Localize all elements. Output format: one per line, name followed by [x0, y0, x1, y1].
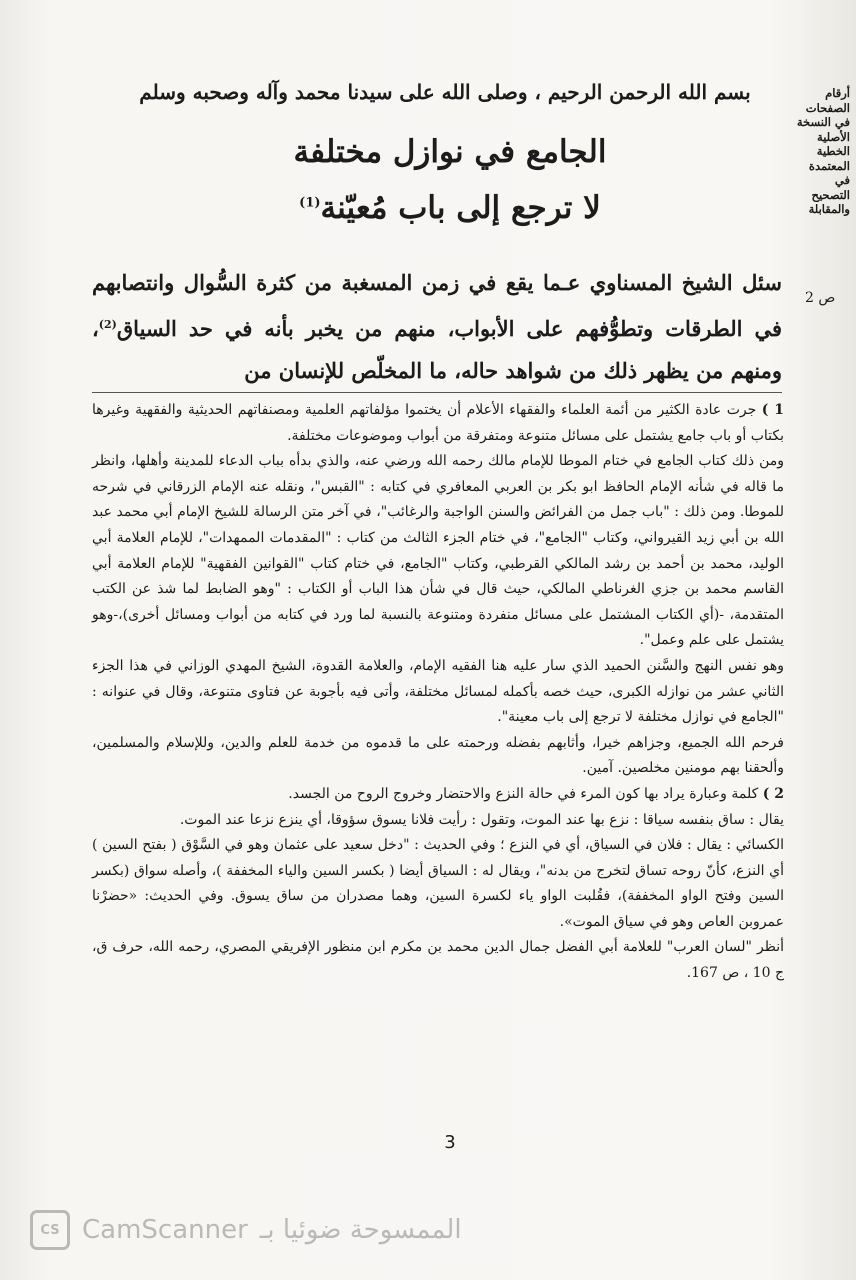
footnote-mark-1: (1)	[299, 195, 321, 211]
footnote-1-para-3: وهو نفس النهج والسَّنن الحميد الذي سار عليه هنا الفقيه الإمام، والعلامة القدوة، الشيخ المهدي الوزاني في هذا الجزء الثاني عشر من نوازله الكبرى، حيث خصه بأكمله لمسائل مختلفة، وأتى فيه بأجوبة عن فتاوى متنوعة، وقال في عنوانه : "الجامع في نوازل مختلفة لا ترجع إلى باب معينة".	[92, 657, 784, 726]
margin-page-ref: ص 2	[805, 290, 836, 306]
footnote-2-para-4: أنظر "لسان العرب" للعلامة أبي الفضل جمال الدين محمد بن مكرم ابن منظور الإفريقي المصري، رحمه الله، حرف ق، ج 10 ، ص 167.	[92, 939, 784, 982]
camscanner-logo-icon: CS	[30, 1210, 70, 1250]
page-number: 3	[444, 1132, 456, 1153]
footnote-2-para-1	[92, 782, 784, 808]
footnote-2-text: كلمة وعبارة يراد بها كون المرء في حالة النزع والاحتضار وخروج الروح من الجسد.	[288, 785, 759, 802]
page-title: الجامع في نوازل مختلفة	[293, 134, 607, 170]
footnote-2-number: 2 )	[762, 785, 784, 802]
footnote-mark-2: (2)	[98, 318, 117, 331]
footnote-divider	[92, 392, 782, 393]
footnote-1-para-2: ومن ذلك كتاب الجامع في ختام الموطا للإمام مالك رحمه الله ورضي عنه، والذي بدأه بباب الدعاء للمدينة وأهلها، وانظر ما قاله في شأنه الإمام الحافظ ابو بكر بن العربي المعافري في كتابه : "القبس"، ونقله عنه الإمام الزرقاني في شرحه للموطا. ومن ذلك : "باب جمل من الفرائض والسنن الواجبة والرغائب"، في آخر متن الرسالة للشيخ الإمام أبي محمد عبد الله بن أبي زيد القيرواني، وكتاب "الجامع"، في ختام الجزء الثالث من كتاب : "المقدمات الممهدات"، للإمام العلامة أبي الوليد، محمد بن أحمد بن رشد المالكي القرطبي، وكتاب "الجامع، في ختام كتاب "القوانين الفقهية" للإمام العلامة أبي القاسم محمد بن جزي الغرناطي المالكي، حيث قال في شأن هذا الباب أو الكتاب : "وهو الضابط لما شذ عن الكتب المتقدمة، -(أي الكتاب المشتمل على مسائل منفردة ومتنوعة بالنسبة لما ورد في كتابه من أبواب ومسائل أخرى)،-وهو يشتمل على علم وعمل".	[92, 453, 784, 649]
watermark-arabic: الممسوحة ضوئيا بـ	[259, 1215, 462, 1245]
footnote-2-para-2: يقال : ساق بنفسه سياقا : نزع بها عند الموت، وتقول : رأيت فلانا يسوق سؤوقا، أي ينزع نزعا عند الموت.	[179, 811, 784, 828]
footnote-1-number: 1 )	[761, 402, 785, 418]
footnote-1-text: جرت عادة الكثير من أئمة العلماء والفقهاء الأعلام أن يختموا مؤلفاتهم العلمية ومصنفاتهم الحديثية والفقهية وغيرها بكتاب أو باب جامع يشتمل على مسائل متنوعة ومتفرقة من أبواب وموضوعات مختلفة.	[92, 402, 784, 444]
basmala: بسم الله الرحمن الرحيم ، وصلى الله على سيدنا محمد وآله وصحبه وسلم	[139, 80, 751, 104]
question-text-1: سئل الشيخ المسناوي عـما يقع في زمن المسغبة من كثرة السُّوال وانتصابهم في الطرقات وتطوُّفهم على الأبواب، منهم من يخبر بأنه في حد السياق	[92, 270, 782, 341]
subtitle-text: لا ترجع إلى باب مُعيّنة	[320, 190, 601, 226]
footnote-1-para-4: فرحم الله الجميع، وجزاهم خيرا، وأثابهم بفضله ورحمته على ما قدموه من خدمة للعلم والدين، وللإسلام والمسلمين، وألحقنا بهم مومنين مخلصين. آمين.	[92, 734, 784, 777]
footnotes	[92, 398, 784, 987]
camscanner-watermark	[30, 1205, 490, 1255]
question-text-2: ، ومنهم من يظهر ذلك من شواهد حاله، ما المخلّص للإنسان من	[92, 316, 782, 383]
page-subtitle	[150, 190, 750, 226]
margin-note: أرقام الصفحات في النسخة الأصلية الخطية المعتمدة في التصحيح والمقابلة	[796, 86, 850, 216]
footnote-1-para-1	[92, 398, 784, 449]
watermark-brand: CamScanner	[82, 1215, 248, 1245]
question-paragraph	[92, 262, 782, 392]
footnote-2-para-3: الكسائي : يقال : فلان في السياق، أي في النزع ؛ وفي الحديث : "دخل سعيد على عثمان وهو في السَّوْق ( بفتح السين ) أي النزع، كأنّ روحه تساق لتخرج من بدنه"، ويقال له : السياق أيضا ( بكسر السين والياء المخففة )، وأصله سواق (بكسر السين وفتح الواو المخففة)، فقُلبت الواو ياء لكسرة السين، وهما مصدران من ساق يسوق. وفي الحديث: «حضرْنا عمروبن العاص وهو في سياق الموت».	[92, 837, 784, 930]
